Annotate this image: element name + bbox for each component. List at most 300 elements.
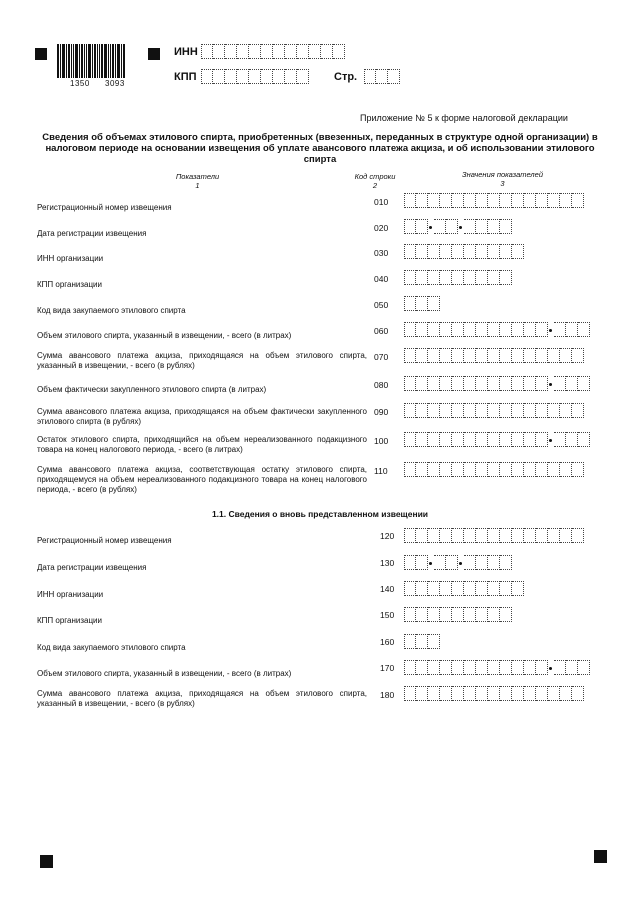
kpp-field[interactable] — [201, 69, 309, 84]
input-cell[interactable] — [512, 686, 524, 701]
input-cell[interactable] — [428, 193, 440, 208]
input-cell[interactable] — [416, 432, 428, 447]
row-label: Объем этилового спирта, указанный в извещении, - всего (в литрах) — [37, 331, 292, 340]
input-cell[interactable] — [536, 193, 548, 208]
input-cell[interactable] — [416, 322, 428, 337]
input-cell[interactable] — [428, 376, 440, 391]
input-cell[interactable] — [297, 44, 309, 59]
input-cell[interactable] — [273, 69, 285, 84]
input-cell[interactable] — [476, 528, 488, 543]
input-cell[interactable] — [566, 432, 578, 447]
input-cell[interactable] — [452, 432, 464, 447]
input-cell[interactable] — [464, 376, 476, 391]
input-cell[interactable] — [488, 462, 500, 477]
input-cell[interactable] — [476, 660, 488, 675]
input-cell[interactable] — [500, 686, 512, 701]
input-cell[interactable] — [536, 686, 548, 701]
input-cell[interactable] — [476, 686, 488, 701]
input-cell[interactable] — [488, 686, 500, 701]
input-cell[interactable] — [488, 244, 500, 259]
input-cell[interactable] — [285, 69, 297, 84]
input-cell[interactable] — [560, 403, 572, 418]
input-cell[interactable] — [488, 607, 500, 622]
input-cell[interactable] — [440, 193, 452, 208]
input-cell[interactable] — [464, 432, 476, 447]
row-code: 090 — [374, 407, 389, 417]
input-cell[interactable] — [476, 219, 488, 234]
input-cell[interactable] — [476, 348, 488, 363]
volume-field[interactable] — [404, 322, 590, 337]
input-cell[interactable] — [416, 219, 428, 234]
input-cell[interactable] — [440, 322, 452, 337]
input-cell[interactable] — [404, 462, 416, 477]
input-cell[interactable] — [434, 219, 446, 234]
input-cell[interactable] — [428, 244, 440, 259]
input-cell[interactable] — [416, 244, 428, 259]
new-volume-field[interactable] — [404, 660, 590, 675]
input-cell[interactable] — [434, 555, 446, 570]
input-cell[interactable] — [536, 462, 548, 477]
input-cell[interactable] — [476, 244, 488, 259]
section-title: 1.1. Сведения о вновь представленном извещении — [211, 509, 429, 519]
input-cell[interactable] — [464, 660, 476, 675]
actual-payment-field[interactable] — [404, 403, 584, 418]
input-cell[interactable] — [500, 403, 512, 418]
input-cell[interactable] — [428, 322, 440, 337]
row-code: 040 — [374, 274, 389, 284]
input-cell[interactable] — [428, 296, 440, 311]
input-cell[interactable] — [488, 219, 500, 234]
input-cell[interactable] — [404, 244, 416, 259]
input-cell[interactable] — [440, 376, 452, 391]
row-label: Сумма авансового платежа акциза, приходящаяся на объем фактически закупленного этилового спирта (в рублях) — [37, 407, 367, 426]
input-cell[interactable] — [536, 660, 548, 675]
input-cell[interactable] — [452, 581, 464, 596]
barcode — [57, 44, 137, 78]
input-cell[interactable] — [464, 348, 476, 363]
input-cell[interactable] — [416, 348, 428, 363]
input-cell[interactable] — [404, 528, 416, 543]
input-cell[interactable] — [452, 660, 464, 675]
input-cell[interactable] — [500, 432, 512, 447]
row-code: 050 — [374, 300, 389, 310]
input-cell[interactable] — [364, 69, 376, 84]
registration-date-field[interactable] — [404, 219, 512, 234]
input-cell[interactable] — [416, 193, 428, 208]
input-cell[interactable] — [500, 607, 512, 622]
input-cell[interactable] — [560, 462, 572, 477]
input-cell[interactable] — [416, 528, 428, 543]
input-cell[interactable] — [464, 219, 476, 234]
input-cell[interactable] — [452, 686, 464, 701]
input-cell[interactable] — [440, 403, 452, 418]
input-cell[interactable] — [440, 432, 452, 447]
input-cell[interactable] — [237, 44, 249, 59]
row-code: 180 — [380, 690, 395, 700]
input-cell[interactable] — [524, 193, 536, 208]
input-cell[interactable] — [572, 528, 584, 543]
input-cell[interactable] — [476, 432, 488, 447]
input-cell[interactable] — [524, 376, 536, 391]
input-cell[interactable] — [464, 686, 476, 701]
input-cell[interactable] — [512, 403, 524, 418]
input-cell[interactable] — [464, 581, 476, 596]
input-cell[interactable] — [548, 348, 560, 363]
input-cell[interactable] — [452, 270, 464, 285]
input-cell[interactable] — [488, 270, 500, 285]
inn-field[interactable] — [201, 44, 345, 59]
input-cell[interactable] — [572, 686, 584, 701]
input-cell[interactable] — [404, 686, 416, 701]
input-cell[interactable] — [524, 660, 536, 675]
input-cell[interactable] — [404, 432, 416, 447]
input-cell[interactable] — [416, 296, 428, 311]
input-cell[interactable] — [446, 219, 458, 234]
input-cell[interactable] — [488, 348, 500, 363]
input-cell[interactable] — [452, 322, 464, 337]
input-cell[interactable] — [536, 432, 548, 447]
input-cell[interactable] — [225, 44, 237, 59]
row-code: 020 — [374, 223, 389, 233]
separator-dot — [428, 219, 434, 234]
input-cell[interactable] — [452, 528, 464, 543]
input-cell[interactable] — [476, 376, 488, 391]
input-cell[interactable] — [548, 462, 560, 477]
input-cell[interactable] — [500, 270, 512, 285]
new-registration-date-field[interactable] — [404, 555, 512, 570]
input-cell[interactable] — [404, 555, 416, 570]
input-cell[interactable] — [524, 432, 536, 447]
separator-dot — [548, 432, 554, 447]
input-cell[interactable] — [404, 634, 416, 649]
input-cell[interactable] — [512, 376, 524, 391]
advance-payment-field[interactable] — [404, 348, 584, 363]
input-cell[interactable] — [476, 193, 488, 208]
input-cell[interactable] — [404, 376, 416, 391]
input-cell[interactable] — [578, 376, 590, 391]
input-cell[interactable] — [297, 69, 309, 84]
input-cell[interactable] — [500, 581, 512, 596]
input-cell[interactable] — [476, 462, 488, 477]
input-cell[interactable] — [321, 44, 333, 59]
input-cell[interactable] — [500, 193, 512, 208]
input-cell[interactable] — [416, 462, 428, 477]
input-cell[interactable] — [500, 322, 512, 337]
input-cell[interactable] — [578, 660, 590, 675]
input-cell[interactable] — [578, 432, 590, 447]
row-label: Код вида закупаемого этилового спирта — [37, 643, 186, 652]
input-cell[interactable] — [201, 69, 213, 84]
kpp-organization-field[interactable] — [404, 270, 512, 285]
input-cell[interactable] — [309, 44, 321, 59]
input-cell[interactable] — [428, 270, 440, 285]
input-cell[interactable] — [416, 555, 428, 570]
row-label: Сумма авансового платежа акциза, приходящаяся на объем этилового спирта, указанный в извещении, - всего (в рублях) — [37, 351, 367, 370]
input-cell[interactable] — [213, 44, 225, 59]
new-alcohol-type-code-field[interactable] — [404, 634, 440, 649]
input-cell[interactable] — [404, 403, 416, 418]
input-cell[interactable] — [416, 634, 428, 649]
input-cell[interactable] — [488, 555, 500, 570]
input-cell[interactable] — [512, 348, 524, 363]
new-advance-payment-field[interactable] — [404, 686, 584, 701]
row-code: 100 — [374, 436, 389, 446]
input-cell[interactable] — [464, 322, 476, 337]
row-label: Объем этилового спирта, указанный в извещении, - всего (в литрах) — [37, 669, 292, 678]
input-cell[interactable] — [560, 686, 572, 701]
input-cell[interactable] — [428, 686, 440, 701]
row-label: Дата регистрации извещения — [37, 229, 147, 238]
input-cell[interactable] — [404, 322, 416, 337]
input-cell[interactable] — [440, 528, 452, 543]
column-header-indicators: Показатели 1 — [175, 172, 220, 190]
input-cell[interactable] — [428, 348, 440, 363]
input-cell[interactable] — [524, 528, 536, 543]
input-cell[interactable] — [488, 193, 500, 208]
input-cell[interactable] — [464, 193, 476, 208]
kpp-label: КПП — [174, 71, 197, 83]
row-code: 030 — [374, 248, 389, 258]
input-cell[interactable] — [249, 44, 261, 59]
row-label: Остаток этилового спирта, приходящийся на объем нереализованного подакцизного товара на конец налогового периода, - всего (в литрах) — [37, 435, 367, 454]
input-cell[interactable] — [554, 322, 566, 337]
new-registration-number-field[interactable] — [404, 528, 584, 543]
input-cell[interactable] — [512, 193, 524, 208]
input-cell[interactable] — [488, 660, 500, 675]
input-cell[interactable] — [452, 462, 464, 477]
input-cell[interactable] — [440, 686, 452, 701]
input-cell[interactable] — [524, 322, 536, 337]
input-cell[interactable] — [524, 348, 536, 363]
input-cell[interactable] — [488, 403, 500, 418]
input-cell[interactable] — [464, 607, 476, 622]
input-cell[interactable] — [201, 44, 213, 59]
input-cell[interactable] — [512, 322, 524, 337]
row-label: Регистрационный номер извещения — [37, 536, 172, 545]
input-cell[interactable] — [500, 219, 512, 234]
input-cell[interactable] — [404, 348, 416, 363]
new-kpp-organization-field[interactable] — [404, 607, 512, 622]
input-cell[interactable] — [416, 660, 428, 675]
input-cell[interactable] — [452, 193, 464, 208]
input-cell[interactable] — [416, 403, 428, 418]
input-cell[interactable] — [548, 403, 560, 418]
remainder-volume-field[interactable] — [404, 432, 590, 447]
input-cell[interactable] — [476, 555, 488, 570]
input-cell[interactable] — [560, 528, 572, 543]
row-label: Сумма авансового платежа акциза, соответствующая остатку этилового спирта, приходящемуся на объем нереализованного подакцизного товара на конец налогового периода, - всего (в рублях) — [37, 465, 367, 494]
input-cell[interactable] — [249, 69, 261, 84]
input-cell[interactable] — [554, 660, 566, 675]
input-cell[interactable] — [464, 462, 476, 477]
input-cell[interactable] — [512, 432, 524, 447]
input-cell[interactable] — [572, 348, 584, 363]
input-cell[interactable] — [512, 462, 524, 477]
input-cell[interactable] — [416, 376, 428, 391]
separator-dot — [548, 376, 554, 391]
row-label: КПП организации — [37, 280, 102, 289]
input-cell[interactable] — [512, 528, 524, 543]
input-cell[interactable] — [452, 376, 464, 391]
input-cell[interactable] — [416, 270, 428, 285]
input-cell[interactable] — [554, 432, 566, 447]
row-code: 140 — [380, 584, 395, 594]
input-cell[interactable] — [488, 528, 500, 543]
alcohol-type-code-field[interactable] — [404, 296, 440, 311]
separator-dot — [458, 219, 464, 234]
input-cell[interactable] — [428, 634, 440, 649]
input-cell[interactable] — [536, 376, 548, 391]
input-cell[interactable] — [566, 322, 578, 337]
input-cell[interactable] — [476, 270, 488, 285]
input-cell[interactable] — [261, 69, 273, 84]
input-cell[interactable] — [488, 322, 500, 337]
input-cell[interactable] — [464, 244, 476, 259]
corner-marker-top-right — [148, 48, 160, 60]
input-cell[interactable] — [464, 270, 476, 285]
inn-label: ИНН — [174, 46, 198, 58]
row-code: 130 — [380, 558, 395, 568]
input-cell[interactable] — [476, 607, 488, 622]
input-cell[interactable] — [261, 44, 273, 59]
corner-marker-bottom-right — [594, 850, 607, 863]
input-cell[interactable] — [440, 660, 452, 675]
input-cell[interactable] — [452, 348, 464, 363]
remainder-payment-field[interactable] — [404, 462, 584, 477]
row-label: Регистрационный номер извещения — [37, 203, 172, 212]
input-cell[interactable] — [428, 581, 440, 596]
input-cell[interactable] — [333, 44, 345, 59]
separator-dot — [548, 322, 554, 337]
barcode-number-right: 3093 — [105, 79, 125, 88]
inn-organization-field[interactable] — [404, 244, 524, 259]
input-cell[interactable] — [464, 403, 476, 418]
row-code: 150 — [380, 610, 395, 620]
barcode-number-left: 1350 — [70, 79, 90, 88]
input-cell[interactable] — [536, 528, 548, 543]
input-cell[interactable] — [548, 193, 560, 208]
row-label: Код вида закупаемого этилового спирта — [37, 306, 186, 315]
input-cell[interactable] — [512, 660, 524, 675]
input-cell[interactable] — [500, 462, 512, 477]
input-cell[interactable] — [476, 322, 488, 337]
input-cell[interactable] — [536, 403, 548, 418]
input-cell[interactable] — [440, 607, 452, 622]
input-cell[interactable] — [554, 376, 566, 391]
input-cell[interactable] — [428, 403, 440, 418]
input-cell[interactable] — [566, 376, 578, 391]
input-cell[interactable] — [225, 69, 237, 84]
corner-marker-top-left — [35, 48, 47, 60]
input-cell[interactable] — [476, 581, 488, 596]
input-cell[interactable] — [500, 348, 512, 363]
input-cell[interactable] — [416, 686, 428, 701]
input-cell[interactable] — [548, 686, 560, 701]
input-cell[interactable] — [440, 348, 452, 363]
input-cell[interactable] — [572, 462, 584, 477]
separator-dot — [428, 555, 434, 570]
input-cell[interactable] — [488, 581, 500, 596]
row-code: 120 — [380, 531, 395, 541]
page-label: Стр. — [334, 71, 358, 83]
input-cell[interactable] — [376, 69, 388, 84]
input-cell[interactable] — [404, 607, 416, 622]
input-cell[interactable] — [566, 660, 578, 675]
input-cell[interactable] — [452, 403, 464, 418]
input-cell[interactable] — [237, 69, 249, 84]
input-cell[interactable] — [500, 528, 512, 543]
input-cell[interactable] — [452, 607, 464, 622]
input-cell[interactable] — [416, 607, 428, 622]
input-cell[interactable] — [404, 660, 416, 675]
input-cell[interactable] — [440, 270, 452, 285]
actual-volume-field[interactable] — [404, 376, 590, 391]
input-cell[interactable] — [524, 686, 536, 701]
input-cell[interactable] — [404, 219, 416, 234]
input-cell[interactable] — [560, 193, 572, 208]
input-cell[interactable] — [428, 607, 440, 622]
page-number-field[interactable] — [364, 69, 400, 84]
separator-dot — [548, 660, 554, 675]
input-cell[interactable] — [512, 581, 524, 596]
input-cell[interactable] — [404, 193, 416, 208]
input-cell[interactable] — [524, 403, 536, 418]
input-cell[interactable] — [464, 555, 476, 570]
input-cell[interactable] — [285, 44, 297, 59]
input-cell[interactable] — [500, 244, 512, 259]
input-cell[interactable] — [273, 44, 285, 59]
input-cell[interactable] — [524, 462, 536, 477]
input-cell[interactable] — [500, 376, 512, 391]
input-cell[interactable] — [428, 528, 440, 543]
new-inn-organization-field[interactable] — [404, 581, 524, 596]
input-cell[interactable] — [476, 403, 488, 418]
row-label: Объем фактически закупленного этилового спирта (в литрах) — [37, 385, 267, 394]
input-cell[interactable] — [536, 322, 548, 337]
input-cell[interactable] — [500, 555, 512, 570]
input-cell[interactable] — [440, 244, 452, 259]
input-cell[interactable] — [488, 432, 500, 447]
input-cell[interactable] — [572, 193, 584, 208]
input-cell[interactable] — [388, 69, 400, 84]
input-cell[interactable] — [578, 322, 590, 337]
row-code: 110 — [374, 466, 388, 476]
input-cell[interactable] — [440, 462, 452, 477]
input-cell[interactable] — [464, 528, 476, 543]
registration-number-field[interactable] — [404, 193, 584, 208]
input-cell[interactable] — [404, 296, 416, 311]
input-cell[interactable] — [213, 69, 225, 84]
row-code: 060 — [374, 326, 389, 336]
input-cell[interactable] — [512, 244, 524, 259]
input-cell[interactable] — [536, 348, 548, 363]
input-cell[interactable] — [500, 660, 512, 675]
input-cell[interactable] — [446, 555, 458, 570]
input-cell[interactable] — [428, 432, 440, 447]
input-cell[interactable] — [440, 581, 452, 596]
input-cell[interactable] — [416, 581, 428, 596]
input-cell[interactable] — [404, 581, 416, 596]
input-cell[interactable] — [428, 462, 440, 477]
input-cell[interactable] — [488, 376, 500, 391]
input-cell[interactable] — [428, 660, 440, 675]
input-cell[interactable] — [548, 528, 560, 543]
input-cell[interactable] — [560, 348, 572, 363]
input-cell[interactable] — [452, 244, 464, 259]
row-code: 070 — [374, 352, 389, 362]
input-cell[interactable] — [572, 403, 584, 418]
input-cell[interactable] — [404, 270, 416, 285]
